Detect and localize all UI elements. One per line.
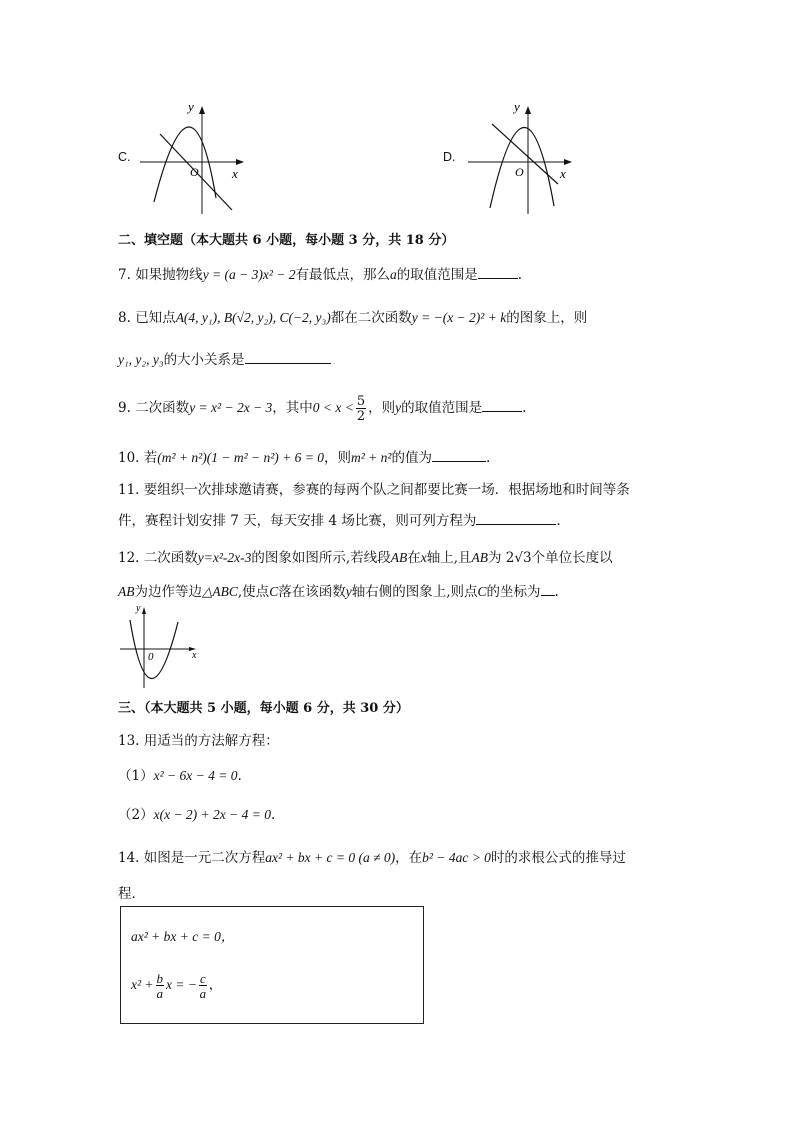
question-13: 13. 用适当的方法解方程： (118, 733, 279, 749)
question-14: 14. 如图是一元二次方程ax² + bx + c = 0 (a ≠ 0)，在b² − 4ac > 0时的求根公式的推导过 (118, 850, 626, 866)
graph-c-y-arrow (199, 106, 205, 114)
q10-blank (432, 448, 486, 462)
graph-c-x-label: x (232, 166, 238, 181)
graph-d-line (492, 124, 558, 184)
section-2-header: 二、填空题（本大题共 6 小题，每小题 3 分，共 18 分） (118, 233, 455, 248)
question-13-part-2: （2）x(x − 2) + 2x − 4 = 0. (118, 807, 276, 823)
q8-blank (245, 350, 331, 364)
q9-fraction: $\frac{5}{2}$ (356, 393, 366, 424)
question-11: 11. 要组织一次排球邀请赛，参赛的每两个队之间都要比赛一场．根据场地和时间等条 (118, 482, 630, 498)
section-3-header: 三、（本大题共 5 小题，每小题 6 分，共 30 分） (118, 701, 409, 716)
question-11-line-2: 件，赛程计划安排 7 天，每天安排 4 场比赛，则可列方程为 . (118, 513, 561, 529)
q11-blank (476, 511, 556, 525)
option-d-label: D. (443, 150, 456, 164)
graph-q12-y-arrow (142, 607, 146, 614)
graph-c-y-label: y (188, 99, 194, 114)
question-14-line-2: 程． (118, 886, 145, 902)
question-13-part-1: （1）x² − 6x − 4 = 0. (118, 768, 242, 784)
question-8: 8. 已知点A(4, y₁), B(√2, y₂), C(−2, y₃)都在二次函数y = −(x − 2)² + k的图象上，则 (118, 310, 588, 326)
derivation-frac-b-a: $\frac{b}{a}$ (156, 970, 164, 1001)
question-7: 7. 如果抛物线y = (a − 3)x² − 2有最低点，那么a的取值范围是 . (118, 267, 523, 283)
q12-blank (541, 582, 555, 596)
derivation-step-2: x² + $\frac{b}{a}$ x = − $\frac{c}{a}$ ， (131, 970, 223, 1001)
derivation-step-1: ax² + bx + c = 0， (131, 929, 235, 944)
question-9: 9. 二次函数y = x² − 2x − 3，其中0 < x < $\frac{5}{2}$ ，则y的取值范围是 . (118, 393, 527, 424)
option-c-label: C. (118, 150, 131, 164)
graph-c-origin: O (190, 165, 199, 179)
graph-c (136, 98, 248, 216)
question-8-line-2: y₁, y₂, y₃的大小关系是 (118, 348, 331, 368)
graph-d-y-label: y (514, 99, 520, 114)
graph-d-origin: O (515, 165, 524, 179)
graph-d-x-label: x (560, 166, 566, 181)
question-12: 12. 二次函数y=x²-2x-3的图象如图所示,若线段AB在x轴上,且AB为 2√3个单位长度以 (118, 550, 613, 566)
q9-blank (482, 398, 522, 412)
graph-q12-origin: 0 (148, 651, 154, 663)
derivation-box (120, 906, 424, 1024)
graph-q12-x-label: x (192, 650, 197, 661)
q7-blank (478, 265, 518, 279)
graph-d-y-arrow (525, 106, 531, 114)
graph-q12-y-label: y (136, 603, 141, 614)
question-12-line-2: AB为边作等边△ABC,使点C落在该函数y轴右侧的图象上,则点C的坐标为 . (118, 584, 559, 600)
graph-c-x-arrow (236, 159, 244, 165)
derivation-frac-c-a: $\frac{c}{a}$ (199, 970, 207, 1001)
graph-d-x-arrow (564, 159, 572, 165)
question-10: 10. 若(m² + n²)(1 − m² − n²) + 6 = 0，则m² + n²的值为 . (118, 450, 491, 466)
graph-d (462, 98, 576, 216)
graph-q12 (118, 602, 202, 690)
